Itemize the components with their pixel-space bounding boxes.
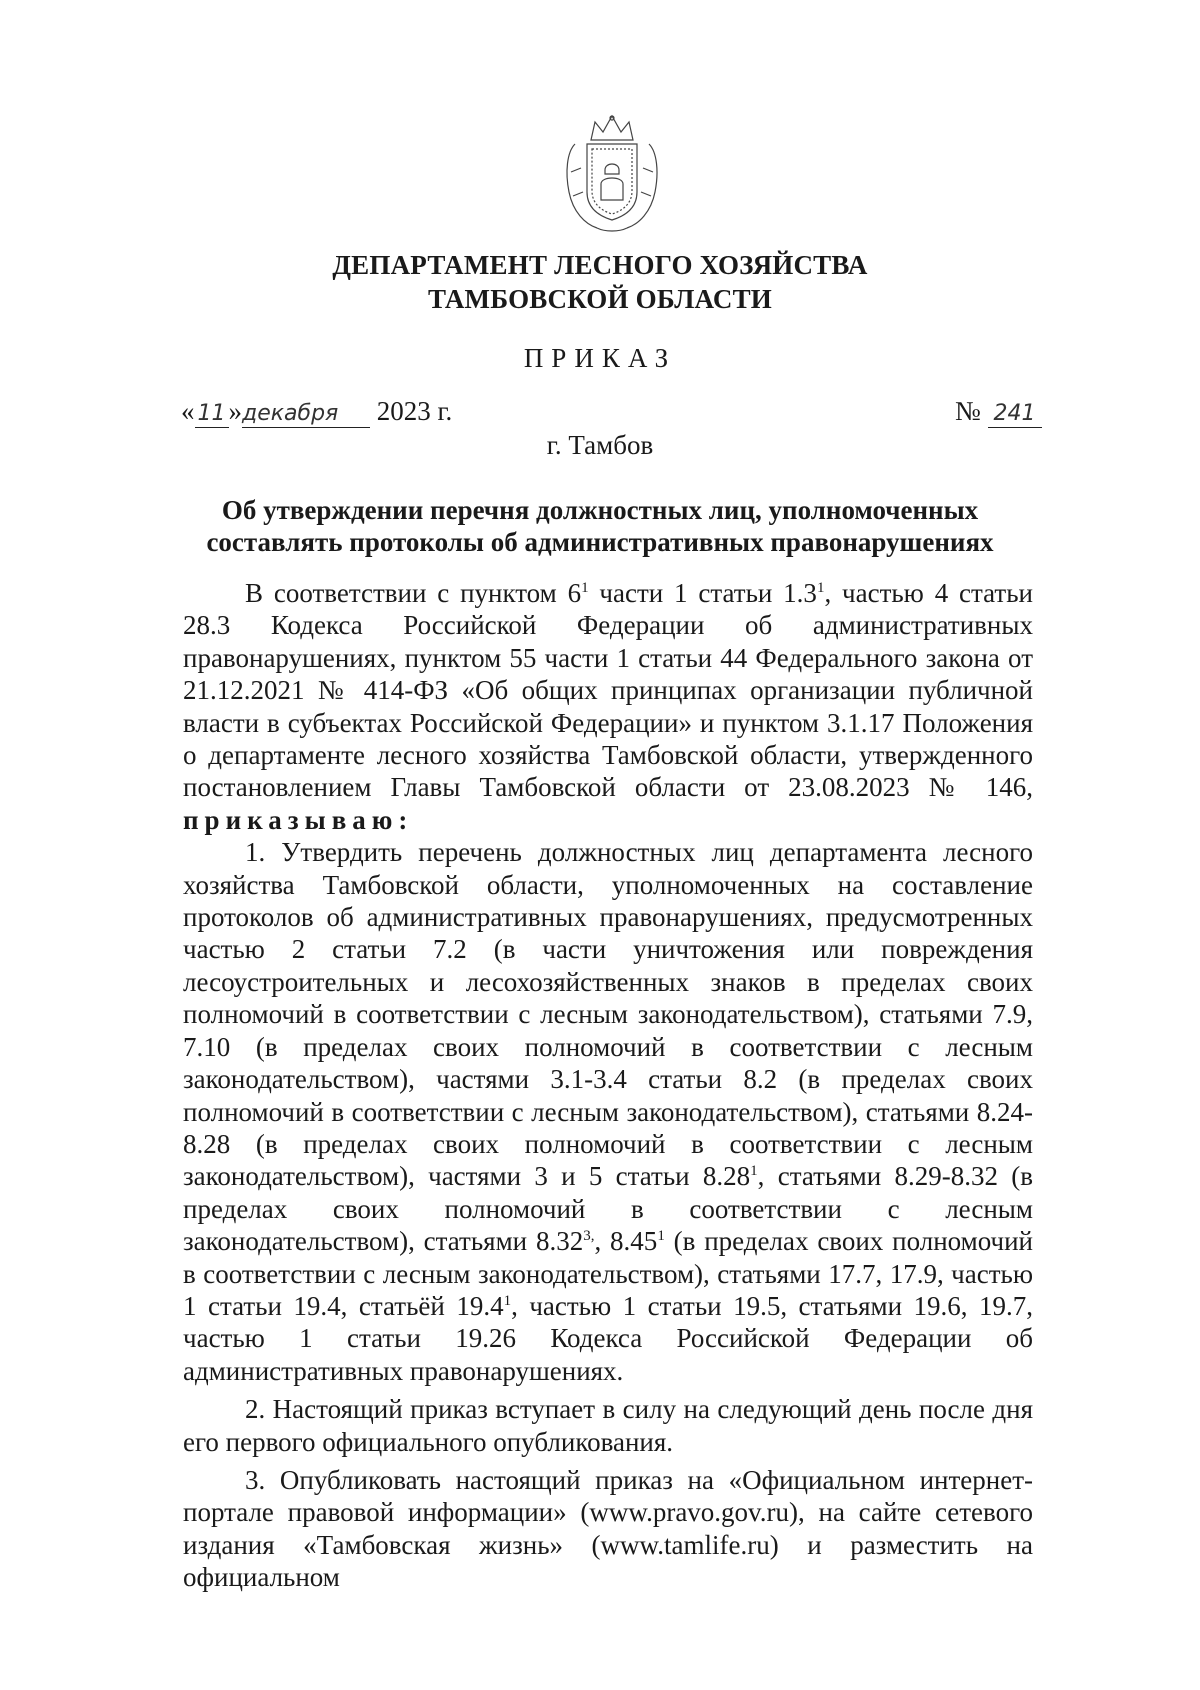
handwritten-number — [988, 396, 1042, 428]
subject-line2: составлять протоколы об административных правонарушениях — [206, 527, 994, 557]
day-value: 11 — [197, 401, 226, 426]
number-label: № — [955, 396, 981, 426]
item-1-paragraph — [183, 836, 1033, 1387]
item-1-text-3: , 8.45 — [594, 1226, 658, 1257]
order-body — [183, 577, 1033, 1594]
superscript: 1 — [581, 580, 589, 596]
handwritten-day — [195, 396, 229, 428]
superscript: 1 — [657, 1228, 665, 1245]
order-year: 2023 г. — [376, 396, 453, 426]
handwritten-month — [242, 396, 370, 428]
item-1-text-2: , статьями 8.29-8.32 (в пределах своих полномочий в соответствии с лесным законодательством), статьями 8.32 — [183, 1161, 1033, 1257]
preamble-text-1: В соответствии с пунктом 6 — [245, 578, 582, 608]
number-value: 241 — [993, 401, 1036, 426]
order-number — [955, 396, 1042, 428]
department-name-line2: ТАМБОВСКОЙ ОБЛАСТИ — [427, 284, 773, 314]
item-2-paragraph: 2. Настоящий приказ вступает в силу на следующий день после дня его первого официального опубликования. — [183, 1394, 1033, 1457]
superscript: 1 — [503, 1292, 512, 1309]
item-1-text-5: , частью 1 статьи 19.5, статьями 19.6, 19.7, частью 1 статьи 19.26 Кодекса Российской Федерации об административных правонарушениях. — [183, 1290, 1033, 1386]
department-name-line1: ДЕПАРТАМЕНТ ЛЕСНОГО ХОЗЯЙСТВА — [332, 250, 868, 280]
preamble-paragraph — [183, 577, 1033, 836]
month-value: декабря — [242, 401, 339, 426]
close-quote: » — [228, 396, 242, 426]
city: г. Тамбов — [546, 430, 654, 460]
item-1-text-4: (в пределах своих полномочий в соответствии с лесным законодательством), статьями 17.7, 17.9, частью 1 статьи 19.4, статьёй 19.4 — [183, 1226, 1034, 1321]
document-type-title: ПРИКАЗ — [523, 343, 677, 373]
open-quote: « — [181, 396, 195, 426]
order-subject — [150, 494, 1050, 558]
subject-line1: Об утверждении перечня должностных лиц, уполномоченных — [221, 495, 979, 525]
superscript: 1 — [816, 580, 825, 596]
item-1-text-1: 1. Утвердить перечень должностных лиц департамента лесного хозяйства Тамбовской области, уполномоченных на составление протоколов об административных правонарушениях, предусмотренных частью 2 статьи 7.2 (в части уничтожения или повреждения лесоустроительных и лесохозяйственных знаков в пределах своих полномочий в соответствии с лесным законодательством), статьями 7.9, 7.10 (в пределах своих полномочий в соответствии с лесным законодательством), частями 3.1-3.4 статьи 8.2 (в пределах своих полномочий в соответствии с лесным законодательством), статьями 8.24-8.28 (в пределах своих полномочий в соответствии с лесным законодательством), частями 3 и 5 статьи 8.28 — [183, 837, 1033, 1192]
order-verb: приказываю: — [183, 804, 414, 835]
superscript: 3, — [583, 1228, 595, 1245]
item-3-paragraph: 3. Опубликовать настоящий приказ на «Официальном интернет-портале правовой информации» (www.pravo.gov.ru), на сайте сетевого издания «Тамбовская жизнь» (www.tamlife.ru) и разместить на официальном — [183, 1464, 1033, 1593]
preamble-text-2: части 1 статьи 1.3 — [588, 578, 817, 608]
coat-of-arms-icon — [561, 112, 663, 234]
superscript: 1 — [750, 1163, 758, 1180]
preamble-text-3: , частью 4 статьи 28.3 Кодекса Российской Федерации об административных правонарушениях, пунктом 55 части 1 статьи 44 Федерального закона от 21.12.2021 № 414-ФЗ «Об общих принципах организации публичной власти в субъектах Российской Федерации» и пунктом 3.1.17 Положения о департаменте лесного хозяйства Тамбовской области, утвержденного постановлением Главы Тамбовской области от 23.08.2023 № 146, — [183, 578, 1033, 803]
